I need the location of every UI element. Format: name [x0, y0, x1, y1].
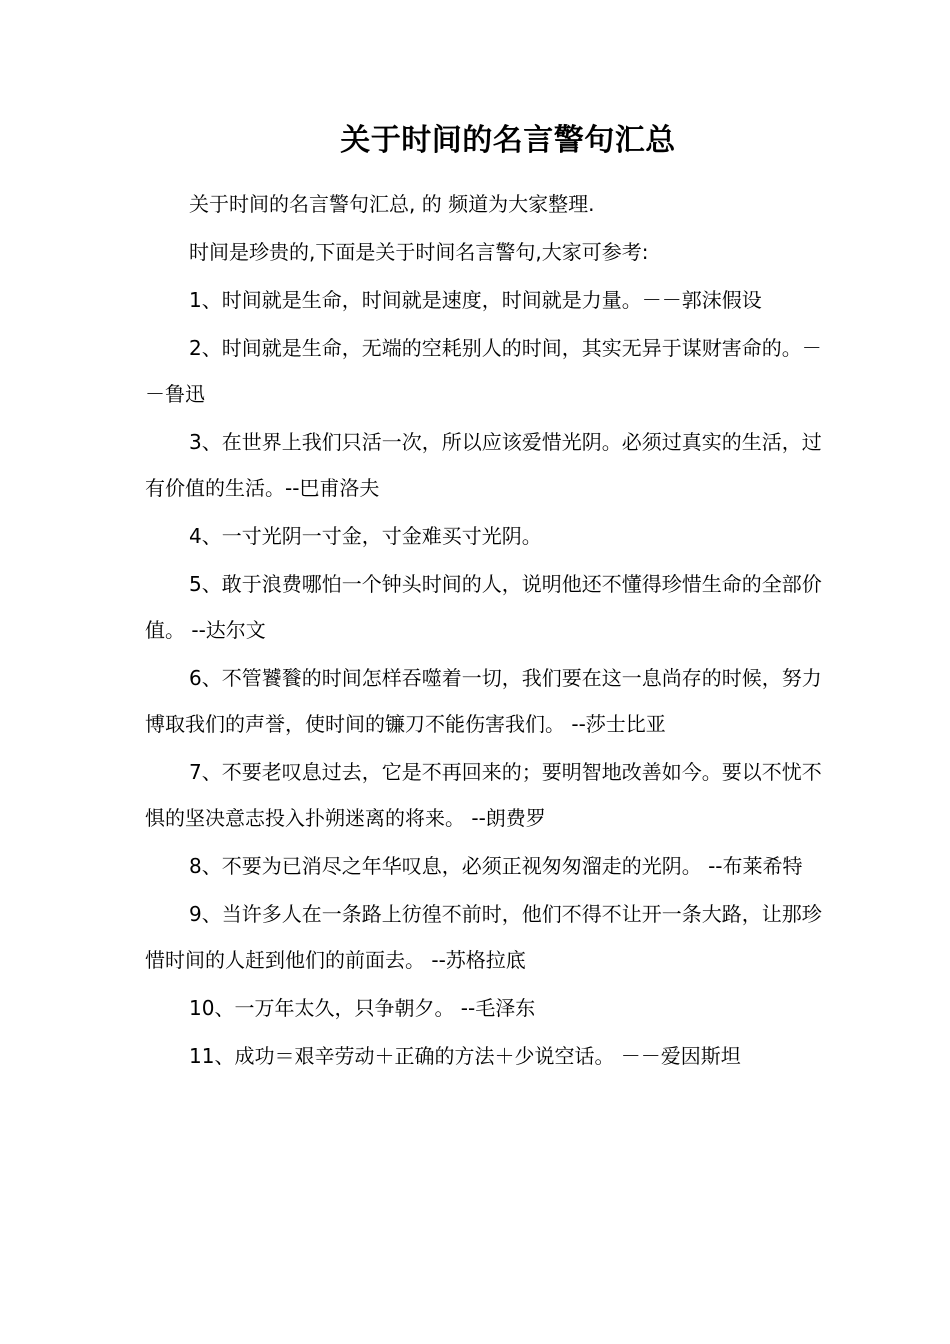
quote-paragraph: 4、一寸光阴一寸金，寸金难买寸光阴。: [189, 524, 542, 548]
quote-paragraph: 3、在世界上我们只活一次，所以应该爱惜光阴。必须过真实的生活，过有价值的生活。--巴甫洛夫: [145, 430, 822, 500]
quote-paragraph: 7、不要老叹息过去，它是不再回来的；要明智地改善如今。要以不忧不惧的坚决意志投入扑朔迷离的将来。 --朗费罗: [145, 760, 822, 830]
quote-paragraph: 10、一万年太久，只争朝夕。 --毛泽东: [189, 996, 536, 1020]
quote-paragraph: 1、时间就是生命，时间就是速度，时间就是力量。－－郭沫假设: [189, 288, 762, 312]
intro-paragraph: 时间是珍贵的,下面是关于时间名言警句,大家可参考:: [189, 240, 649, 264]
quote-paragraph: 2、时间就是生命，无端的空耗别人的时间，其实无异于谋财害命的。－－鲁迅: [145, 336, 822, 406]
quote-paragraph: 9、当许多人在一条路上彷徨不前时，他们不得不让开一条大路，让那珍惜时间的人赶到他们的前面去。 --苏格拉底: [145, 902, 822, 972]
quote-paragraph: 6、不管饕餮的时间怎样吞噬着一切，我们要在这一息尚存的时候，努力博取我们的声誉，使时间的镰刀不能伤害我们。 --莎士比亚: [145, 666, 822, 736]
quote-paragraph: 8、不要为已消尽之年华叹息，必须正视匆匆溜走的光阴。 --布莱希特: [189, 854, 803, 878]
document-body: [145, 181, 835, 1081]
document-title: 关于时间的名言警句汇总: [340, 123, 676, 158]
intro-paragraph: 关于时间的名言警句汇总, 的 频道为大家整理.: [189, 192, 595, 216]
quote-paragraph: 11、成功＝艰辛劳动＋正确的方法＋少说空话。 －－爱因斯坦: [189, 1044, 741, 1068]
quote-paragraph: 5、敢于浪费哪怕一个钟头时间的人，说明他还不懂得珍惜生命的全部价值。 --达尔文: [145, 572, 822, 642]
